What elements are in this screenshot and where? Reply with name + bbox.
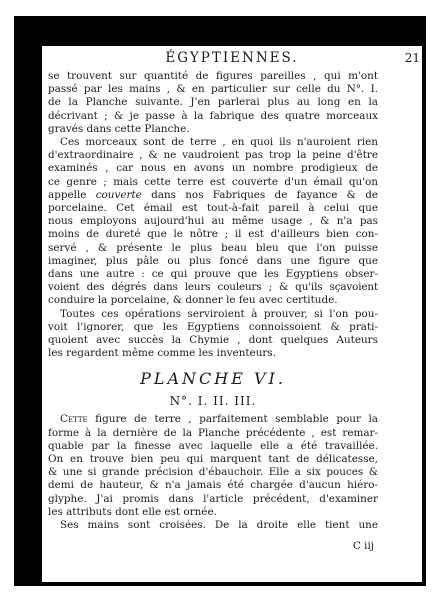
paragraph-2 [48,136,378,308]
text-line: se trouvent sur quantité de figures pareilles , qui m'ont [48,70,378,82]
text-line: passé par les mains , & en particulier sur celle du N°. I. [48,83,378,96]
text-line: moins de dureté que le nôtre ; il est d'ailleurs bien con- [48,228,378,241]
text-line: d'extraordinaire , & ne vaudroient pas trop la peine d'être [48,149,378,162]
paragraph-3 [48,308,378,361]
text-line: Ses mains sont croisées. De la droite elle tient une [60,519,378,532]
text-line [48,413,378,426]
text-line: nous employons aujourd'hui au même usage , & n'a pas [48,215,378,228]
paragraph-1 [48,70,378,136]
page-header [42,50,422,68]
text-line: ce genre ; mais cette terre est couverte d'un émail qu'on [48,175,378,188]
paragraph-5 [48,519,378,532]
text-line: forme à la dernière de la Planche précédente , est remar- [48,426,378,439]
text-line: décrivant ; & je passe à la fabrique des quatre morceaux [48,109,378,122]
text-line: servé , & présente le plus beau bleu que l'on puisse [48,241,378,254]
text-fragment: figure de terre , parfaitement semblable pour la [87,413,378,426]
text-line: voient des dégrés dans leurs couleurs ; & qu'ils sçavoient [48,281,378,294]
plate-numbers: N°. I. II. III. [169,394,257,409]
italic-term: couverte [95,188,142,201]
page-body [48,70,378,532]
plate-heading: PLANCHE VI. [140,369,286,389]
text-line: & une si grande précision d'ébauchoir. Elle a six pouces & [48,466,378,479]
text-line: imaginer, plus pâle ou plus foncé dans une figure que [48,254,378,267]
text-line: quable par la finesse avec laquelle elle a été travaillée. [48,439,378,452]
text-line-with-italic [48,189,378,202]
text-line: conduire la porcelaine, & donner le feu avec certitude. [48,294,338,307]
paragraph-4 [48,413,378,519]
text-line: quoient avec succès la Chymie , dont quelques Auteurs [48,334,378,347]
text-line: Ces morceaux sont de terre , en quoi ils n'auroient rien [60,136,378,149]
text-line: les attributs dont elle est ornée. [48,505,217,518]
lead-word: Cette [60,413,88,426]
text-line: demi de hauteur, & n'a jamais été chargée d'aucun hiéro- [48,479,378,492]
book-page [42,46,422,582]
text-line: glyphe. J'ai promis dans l'article précédent, d'examiner [48,492,378,505]
text-line: gravés dans cette Planche. [48,122,190,135]
text-line: examinés , car nous en avons un nombre prodigieux de [48,162,378,175]
text-line: Toutes ces opérations serviroient à prouver, si l'on pou- [60,307,378,320]
text-line: voit l'ignorer, que les Egyptiens connoissoient & prati- [48,320,378,333]
text-line: dans une autre : ce qui prouve que les Egyptiens obser- [48,268,378,281]
signature-mark: C iij [352,540,374,552]
text-fragment: dans nos Fabriques de fayance & de [141,188,378,201]
text-line: les regardent même comme les inventeurs. [48,347,277,360]
text-fragment: appelle [48,188,96,201]
running-title: ÉGYPTIENNES. [165,50,299,66]
text-line: On en trouve bien peu qui marquent tant de délicatesse, [48,453,378,466]
page-number: 21 [404,51,420,65]
text-line: de la Planche suivante. J'en parlerai plus au long en la [48,96,378,109]
text-line: porcelaine. Cet émail est tout-à-fait pareil à celui que [48,202,378,215]
